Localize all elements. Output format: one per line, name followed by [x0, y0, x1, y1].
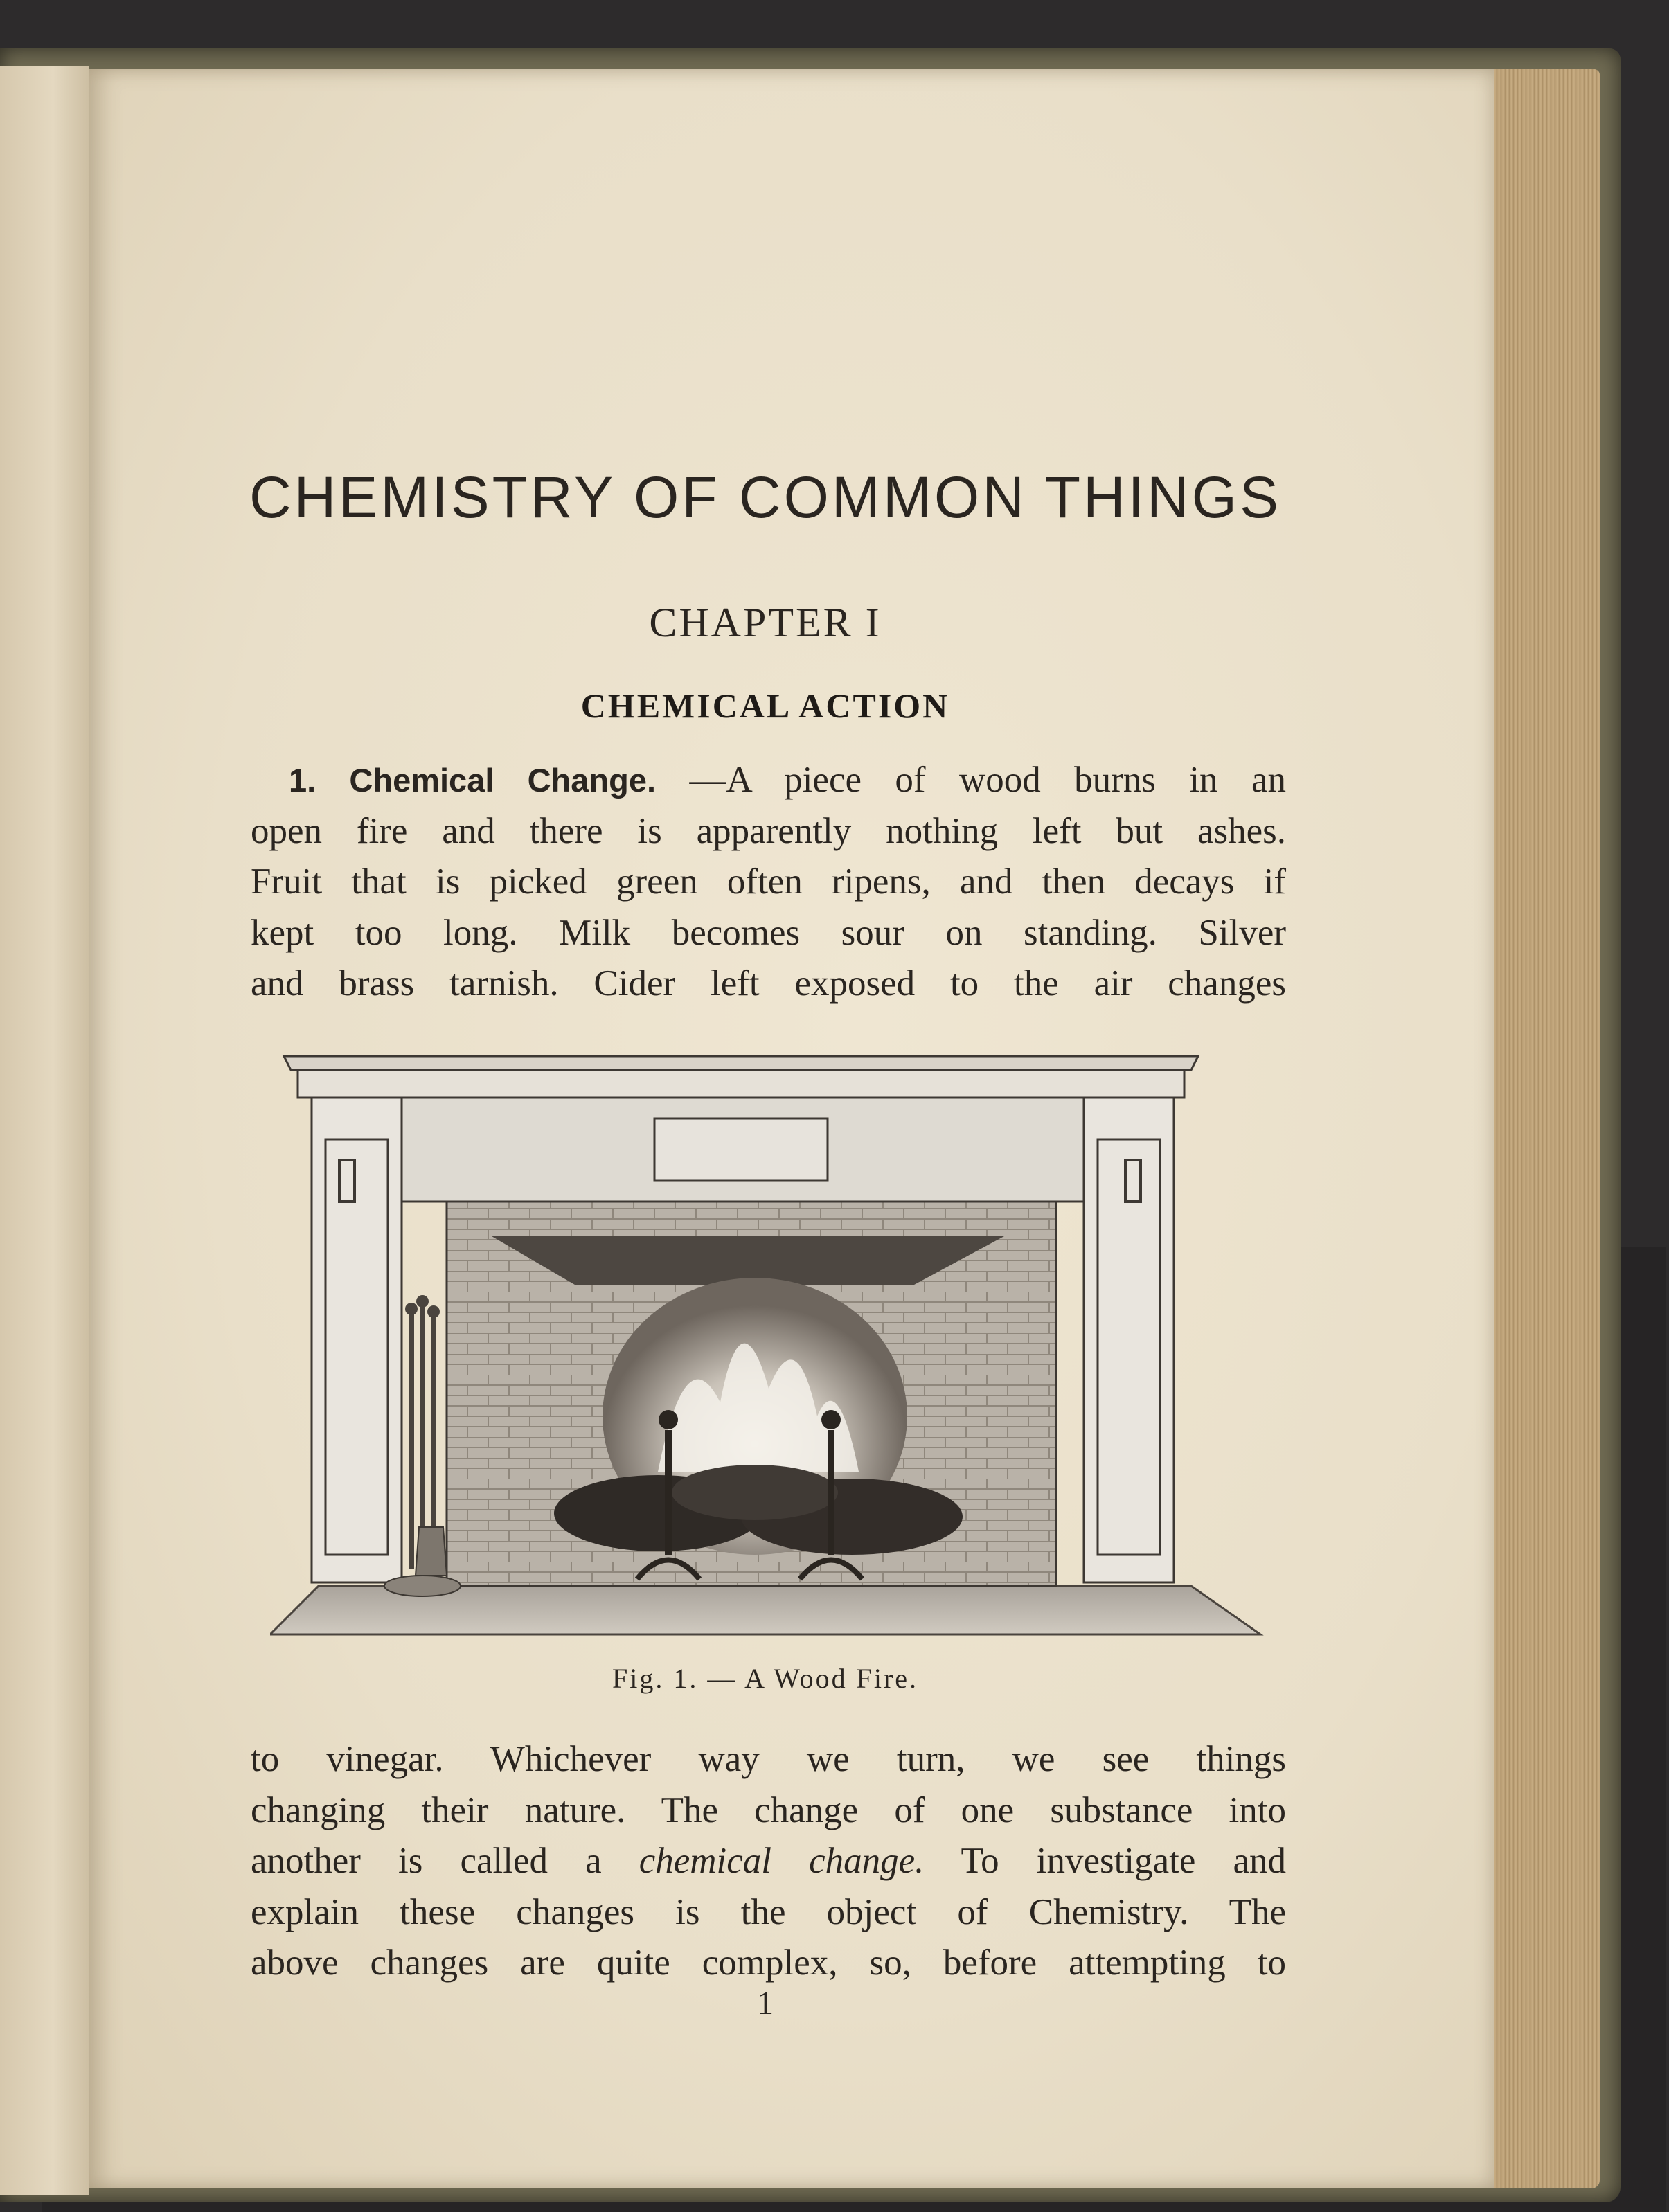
- figure-caption: Fig. 1. — A Wood Fire.: [612, 1663, 919, 1694]
- wood-fire-illustration: [270, 1042, 1274, 1645]
- text-line: explain these changes is the object of Chemistry. The: [251, 1891, 1286, 1932]
- text-line: and brass tarnish. Cider left exposed to the air changes: [251, 963, 1286, 1004]
- text-line: kept too long. Milk becomes sour on standing. Silver: [251, 912, 1286, 953]
- text-line-fragment: another is called a: [251, 1841, 639, 1881]
- paragraph-before-figure: [251, 755, 1286, 1010]
- page-number: 1: [757, 1985, 774, 2022]
- section-heading: 1. Chemical Change.: [289, 762, 657, 799]
- chapter-title: CHEMICAL ACTION: [580, 686, 950, 725]
- text-line-fragment: —A piece of wood burns in an: [689, 760, 1286, 800]
- text-line: [251, 1836, 1286, 1887]
- facing-page-edge: [0, 66, 89, 2195]
- text-line: Fruit that is picked green often ripens, and then decays if: [251, 862, 1286, 902]
- emphasis-chemical-change: chemical change.: [639, 1841, 925, 1881]
- text-line: to vinegar. Whichever way we turn, we see things: [251, 1739, 1286, 1779]
- text-line: open fire and there is apparently nothing left but ashes.: [251, 810, 1286, 851]
- page-edges: [1489, 69, 1600, 2188]
- chapter-label: CHAPTER I: [649, 600, 882, 645]
- book-title: CHEMISTRY OF COMMON THINGS: [249, 465, 1282, 530]
- paragraph-after-figure: [251, 1734, 1286, 1989]
- text-line: changing their nature. The change of one substance into: [251, 1790, 1286, 1830]
- text-line: above changes are quite complex, so, before attempting to: [251, 1943, 1286, 1983]
- text-line-fragment: To investigate and: [924, 1841, 1286, 1881]
- text-line: [251, 755, 1286, 806]
